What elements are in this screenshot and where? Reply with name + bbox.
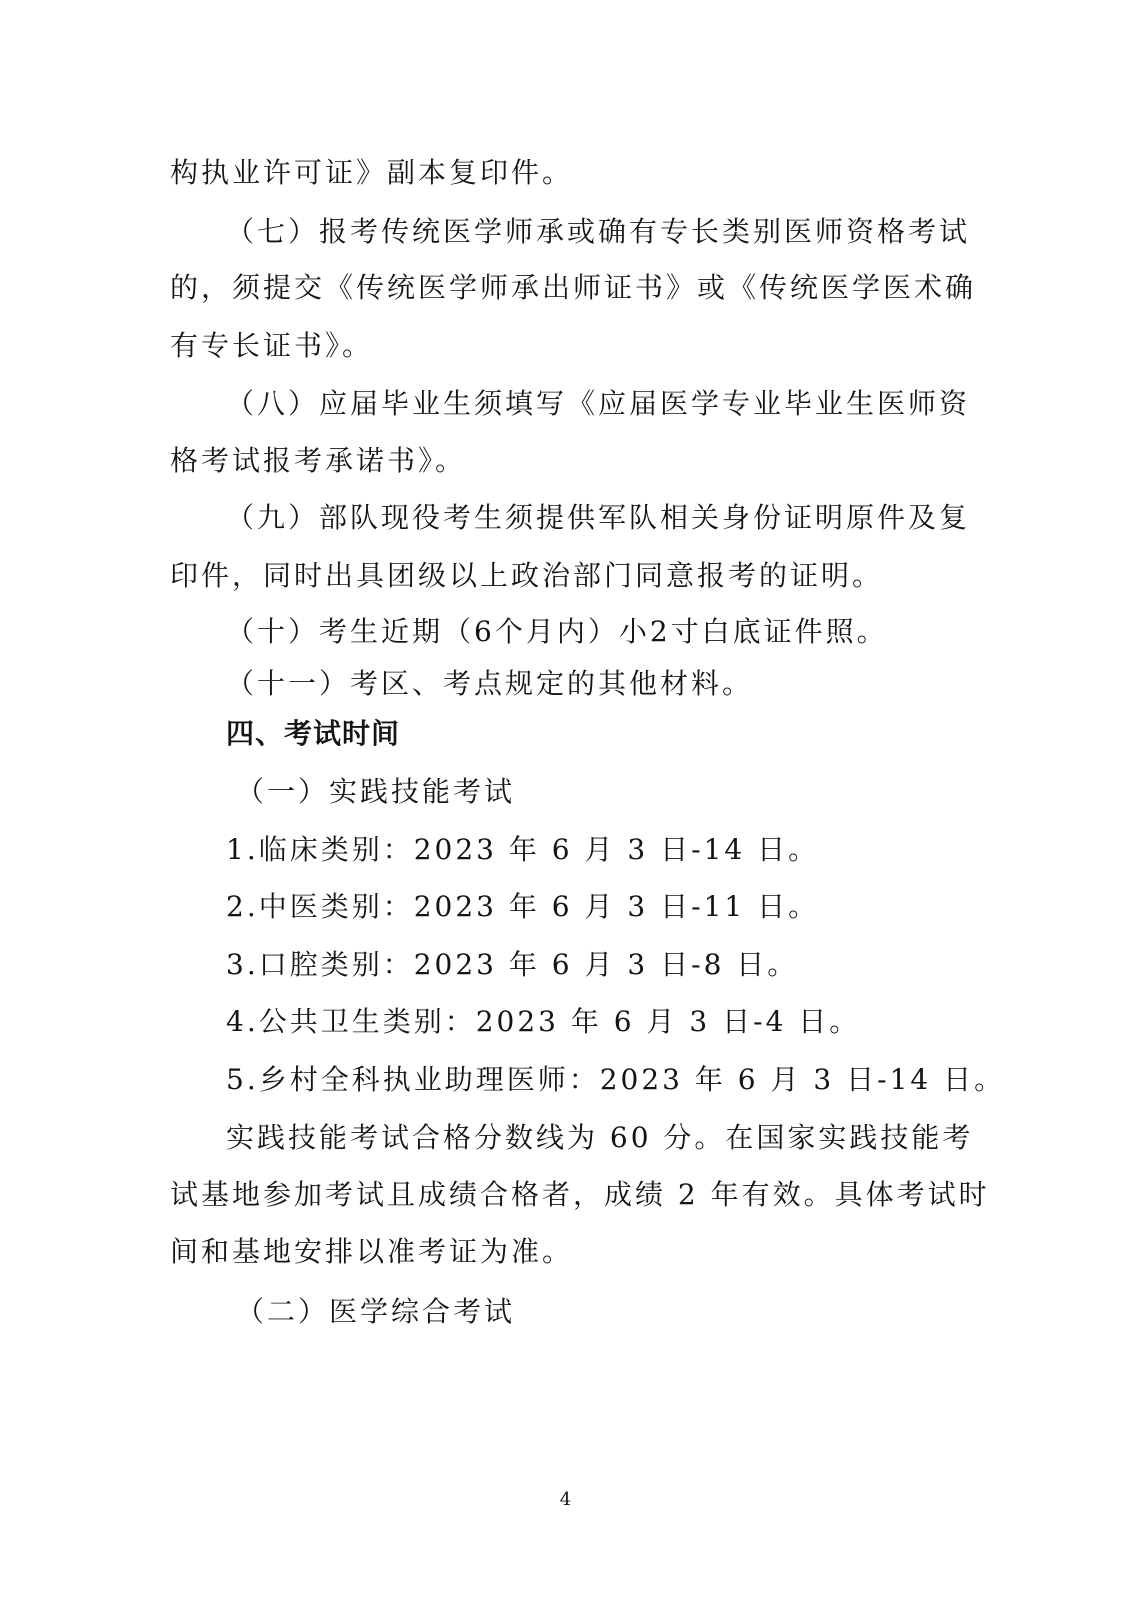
paragraph-line-passing-score: 实践技能考试合格分数线为 60 分。在国家实践技能考 [226, 1121, 974, 1154]
paragraph-line-item-7-end: 有专长证书》。 [170, 329, 374, 362]
paragraph-line-item-8-end: 格考试报考承诺书》。 [170, 444, 467, 477]
paragraph-line-passing-score-end: 间和基地安排以准考证为准。 [170, 1235, 574, 1268]
subsection-heading-practical-skills: （一）实践技能考试 [236, 775, 516, 808]
paragraph-line-continuation: 构执业许可证》副本复印件。 [170, 156, 574, 189]
list-item-tcm: 2.中医类别：2023 年 6 月 3 日-11 日。 [226, 890, 820, 923]
list-item-rural-general: 5.乡村全科执业助理医师：2023 年 6 月 3 日-14 日。 [226, 1063, 1006, 1096]
list-item-public-health: 4.公共卫生类别：2023 年 6 月 3 日-4 日。 [226, 1005, 861, 1038]
list-item-clinical: 1.临床类别：2023 年 6 月 3 日-14 日。 [226, 833, 820, 866]
paragraph-line-item-11: （十一）考区、考点规定的其他材料。 [226, 667, 754, 700]
paragraph-line-passing-score-cont: 试基地参加考试且成绩合格者，成绩 2 年有效。具体考试时 [170, 1178, 990, 1211]
paragraph-line-item-8: （八）应届毕业生须填写《应届医学专业毕业生医师资 [226, 387, 971, 420]
paragraph-line-item-7-cont: 的，须提交《传统医学师承出师证书》或《传统医学医术确 [170, 271, 977, 304]
section-heading-exam-time: 四、考试时间 [226, 717, 401, 750]
list-item-dental: 3.口腔类别：2023 年 6 月 3 日-8 日。 [226, 948, 799, 981]
paragraph-line-item-9: （九）部队现役考生须提供军队相关身份证明原件及复 [226, 501, 971, 534]
page-number: 4 [559, 1489, 572, 1510]
paragraph-line-item-9-end: 印件，同时出具团级以上政治部门同意报考的证明。 [170, 559, 884, 592]
subsection-heading-medical-comprehensive: （二）医学综合考试 [236, 1295, 516, 1328]
paragraph-line-item-10: （十）考生近期（6个月内）小2寸白底证件照。 [226, 615, 888, 648]
paragraph-line-item-7: （七）报考传统医学师承或确有专长类别医师资格考试 [226, 215, 971, 248]
